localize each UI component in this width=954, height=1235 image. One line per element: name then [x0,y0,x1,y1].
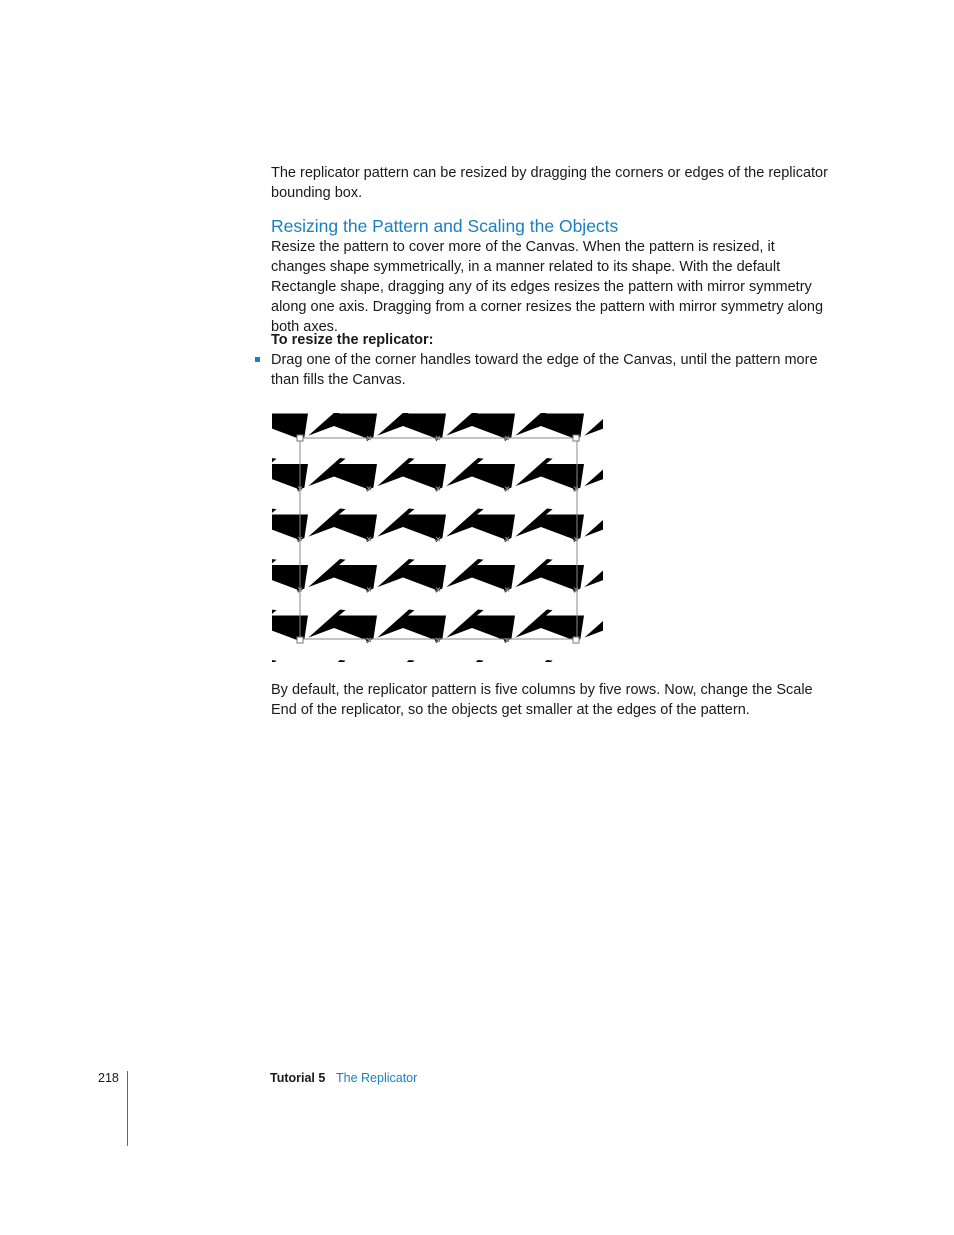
page-number: 218 [98,1071,119,1085]
body-paragraph: Resize the pattern to cover more of the Canvas. When the pattern is resized, it changes shape symmetrically, in a manner related to its shape. With the default Rectangle shape, dragging any of its edges resizes the pattern with mirror symmetry along one axis. Dragging from a corner resizes the pattern with mirror symmetry along both axes. [271,239,824,335]
corner-handle[interactable] [573,637,579,643]
corner-handle[interactable] [297,435,303,441]
corner-handle[interactable] [297,637,303,643]
footer-chapter-label: Tutorial 5 [270,1071,326,1085]
footer-chapter-title[interactable]: The Replicator [336,1071,418,1085]
footer-divider [127,1071,128,1146]
task-heading: To resize the replicator: [271,332,434,348]
section-heading: Resizing the Pattern and Scaling the Objects [271,216,619,236]
corner-handle[interactable] [573,435,579,441]
step-list-item [255,350,831,390]
intro-paragraph: The replicator pattern can be resized by dragging the corners or edges of the replicator bounding box. [271,165,828,201]
closing-paragraph: By default, the replicator pattern is five columns by five rows. Now, change the Scale End of the replicator, so the objects get smaller at the edges of the pattern. [271,682,813,718]
step-text: Drag one of the corner handles toward the edge of the Canvas, until the pattern more than fills the Canvas. [271,352,818,388]
replicator-pattern-image [272,413,603,662]
bullet-icon [255,357,260,362]
replicator-canvas-figure [272,413,603,662]
